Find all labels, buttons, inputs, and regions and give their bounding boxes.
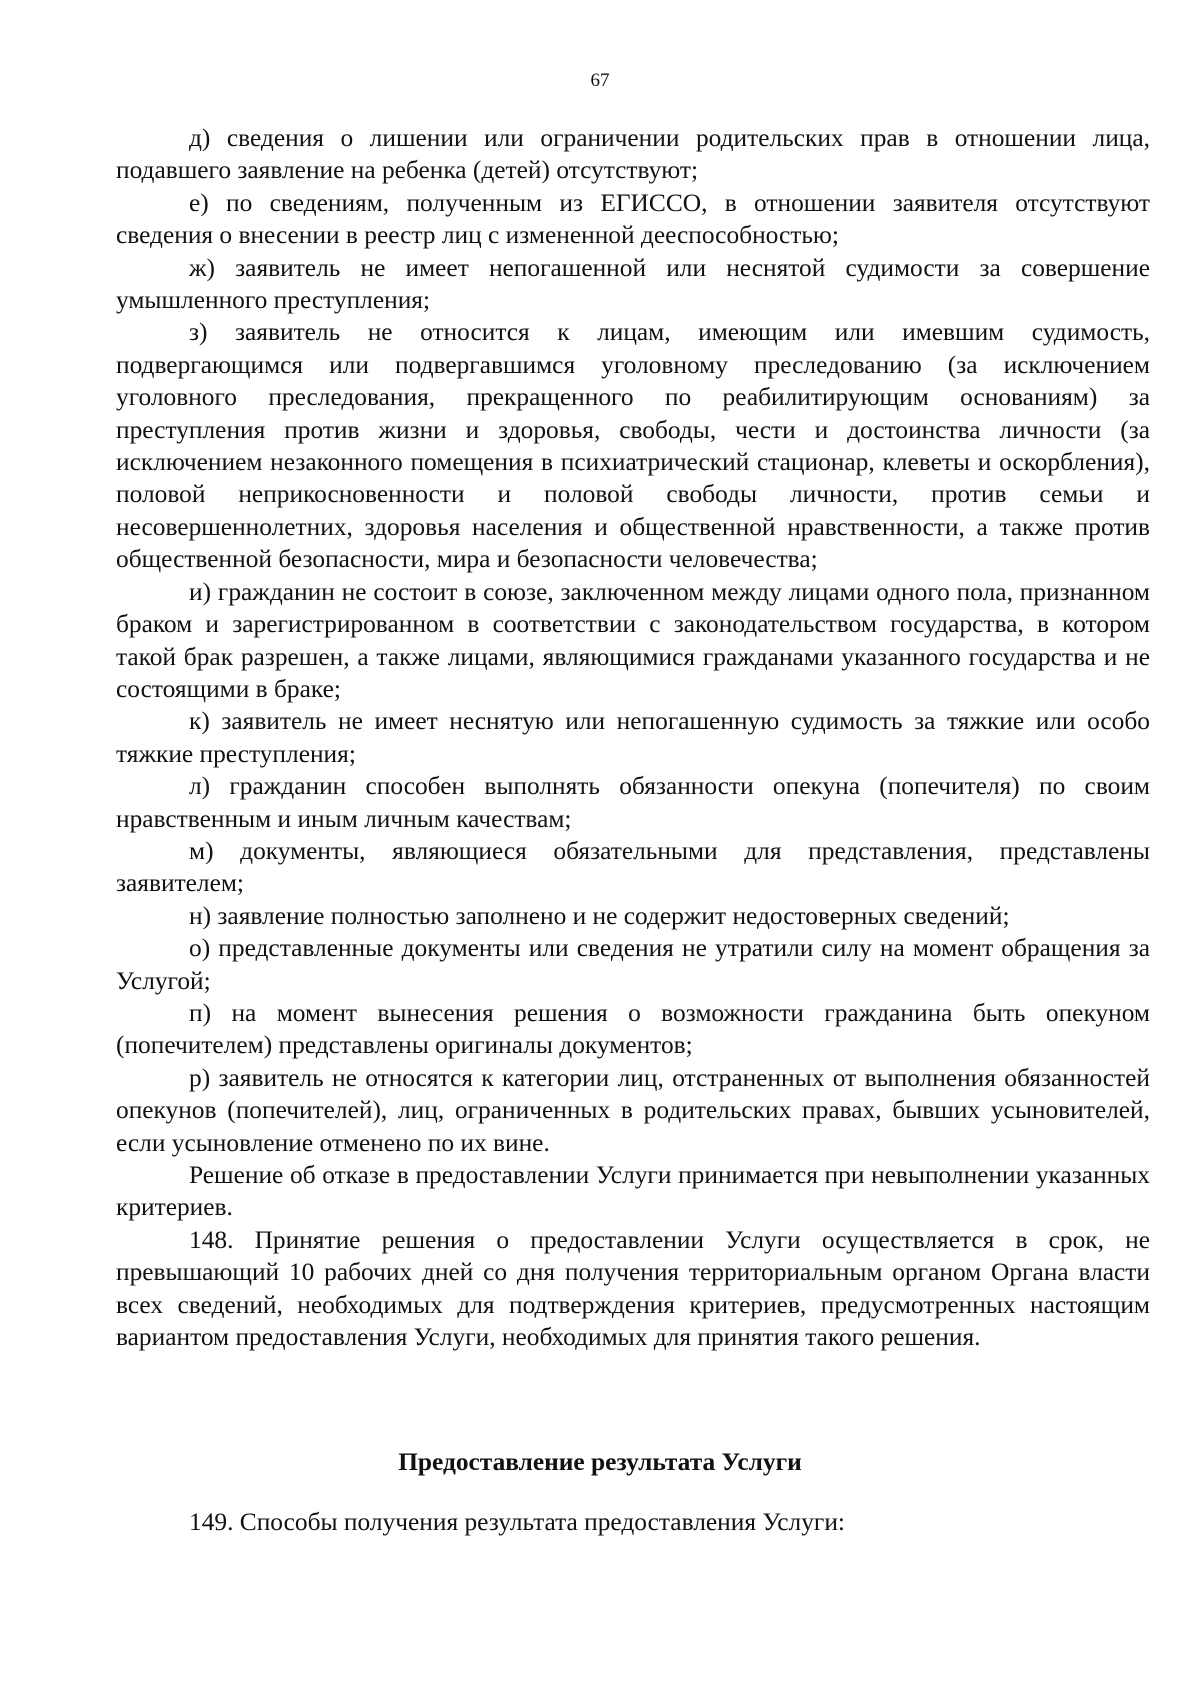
criterion-m: м) документы, являющиеся обязательными для представления, представлены заявителем; xyxy=(116,836,1150,898)
criterion-z: з) заявитель не относится к лицам, имеющим или имевшим судимость, подвергающимся или подвергавшимся уголовному преследованию (за исключением уголовного преследования, прекращенного по реабилитирующим основаниям) за преступления против жизни и здоровья, свободы, чести и достоинства личности (за исключением незаконного помещения в психиатрический стационар, клеветы и оскорбления), половой неприкосновенности и половой свободы личности, против семьи и несовершеннолетних, здоровья населения и общественной нравственности, а также против общественной безопасности, мира и безопасности человечества; xyxy=(116,318,1150,574)
criterion-i: и) гражданин не состоит в союзе, заключенном между лицами одного пола, признанном браком и зарегистрированном в соответствии с законодательством государства, в котором такой брак разрешен, а также лицами, являющимися гражданами указанного государства и не состоящими в браке; xyxy=(116,577,1150,703)
criterion-l: л) гражданин способен выполнять обязанности опекуна (попечителя) по своим нравственным и иным личным качествам; xyxy=(116,772,1150,833)
criterion-n: н) заявление полностью заполнено и не содержит недостоверных сведений; xyxy=(189,901,1010,930)
criterion-zh: ж) заявитель не имеет непогашенной или неснятой судимости за совершение умышленного преступления; xyxy=(116,253,1150,315)
criterion-p: п) на момент вынесения решения о возможности гражданина быть опекуном (попечителем) представлены оригиналы документов; xyxy=(116,998,1150,1060)
page-number: 67 xyxy=(590,70,610,91)
clause-148: 148. Принятие решения о предоставлении Услуги осуществляется в срок, не превышающий 10 рабочих дней со дня получения территориальным органом Органа власти всех сведений, необходимых для подтверждения критериев, предусмотренных настоящим вариантом предоставления Услуги, необходимых для принятия такого решения. xyxy=(116,1225,1150,1352)
criterion-d: д) сведения о лишении или ограничении родительских прав в отношении лица, подавшего заявление на ребенка (детей) отсутствуют; xyxy=(116,124,1150,185)
section-heading: Предоставление результата Услуги xyxy=(398,1448,802,1476)
document-body xyxy=(116,122,1150,1353)
criterion-e: е) по сведениям, полученным из ЕГИССО, в отношении заявителя отсутствуют сведения о внесении в реестр лиц с измененной дееспособностью; xyxy=(116,188,1150,250)
criterion-o: о) представленные документы или сведения не утратили силу на момент обращения за Услугой; xyxy=(116,934,1150,995)
refusal-paragraph: Решение об отказе в предоставлении Услуги принимается при невыполнении указанных критериев. xyxy=(116,1161,1150,1222)
criterion-r: р) заявитель не относятся к категории лиц, отстраненных от выполнения обязанностей опекунов (попечителей), лиц, ограниченных в родительских правах, бывших усыновителей, если усыновление отменено по их вине. xyxy=(116,1063,1150,1157)
clause-149: 149. Способы получения результата предоставления Услуги: xyxy=(189,1508,845,1536)
criterion-k: к) заявитель не имеет неснятую или непогашенную судимость за тяжкие или особо тяжкие преступления; xyxy=(116,707,1150,768)
